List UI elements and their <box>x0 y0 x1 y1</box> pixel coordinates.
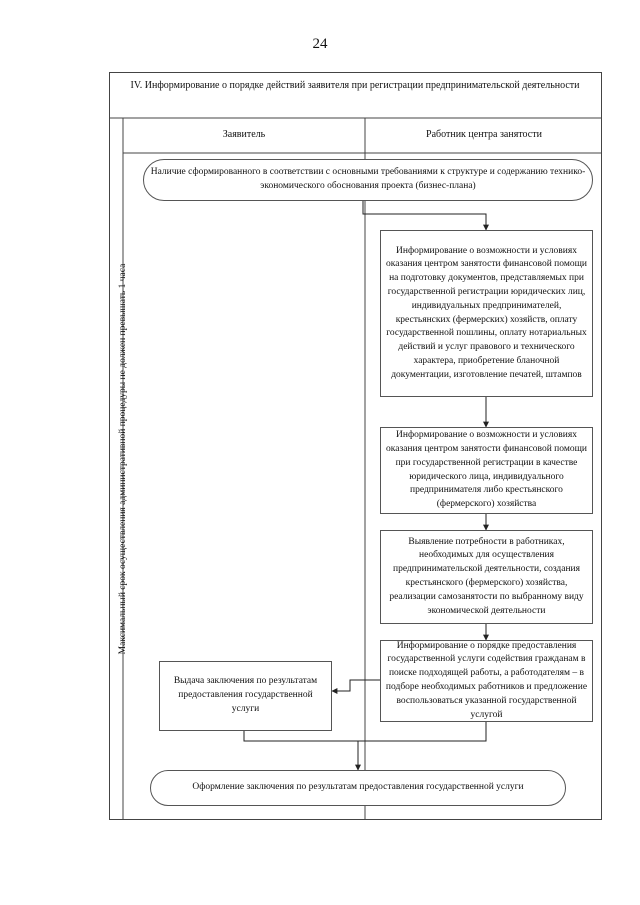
process-box-issue-conclusion: Выдача заключения по результатам предоставления государственной услуги <box>159 661 332 731</box>
process-box-inform-financial-aid-registration: Информирование о возможности и условиях оказания центром занятости финансовой помощи при государственной регистрации в качестве юридического лица, индивидуального предпринимателя либо крестьянского (фермерского) хозяйства <box>380 427 593 514</box>
section-title: IV. Информирование о порядке действий заявителя при регистрации предпринимательской деятельности <box>130 80 580 91</box>
arrow-inform-3-to-end <box>358 722 486 741</box>
process-box-identify-worker-needs: Выявление потребности в работниках, необходимых для осуществления предпринимательской деятельности, создания крестьянского (фермерского) хозяйства, реализации самозанятости по выбранному виду экономической деятельности <box>380 530 593 624</box>
start-node: Наличие сформированного в соответствии с основными требованиями к структуре и содержанию технико-экономического обоснования проекта (бизнес-плана) <box>143 159 593 201</box>
arrow-inform-3-to-issue <box>332 680 380 691</box>
arrow-issue-to-end <box>244 731 358 770</box>
page-number: 24 <box>312 36 328 52</box>
column-header-applicant: Заявитель <box>222 129 266 140</box>
arrow-start-to-inform-1 <box>363 201 486 230</box>
end-node: Оформление заключения по результатам предоставления государственной услуги <box>150 770 566 806</box>
process-box-inform-financial-aid-docs: Информирование о возможности и условиях оказания центром занятости финансовой помощи на подготовку документов, представляемых при государственной регистрации юридических лиц, индивидуальных предпринимателей, крестьянских (фермерских) хозяйств, оплату государственной пошлины, оплату нотариальных действий и услуг правового и технического характера, приобретение бланочной документации, изготовление печатей, штампов <box>380 230 593 397</box>
column-header-employee: Работник центра занятости <box>426 129 542 140</box>
side-label: Максимальный срок осуществления административной процедуры не должен превышать 1 часа <box>118 263 128 655</box>
process-box-inform-job-search-service: Информирование о порядке предоставления государственной услуги содействия гражданам в поиске подходящей работы, а работодателям – в подборе необходимых работников и предложение воспользоваться указанной государственной услугой <box>380 640 593 722</box>
